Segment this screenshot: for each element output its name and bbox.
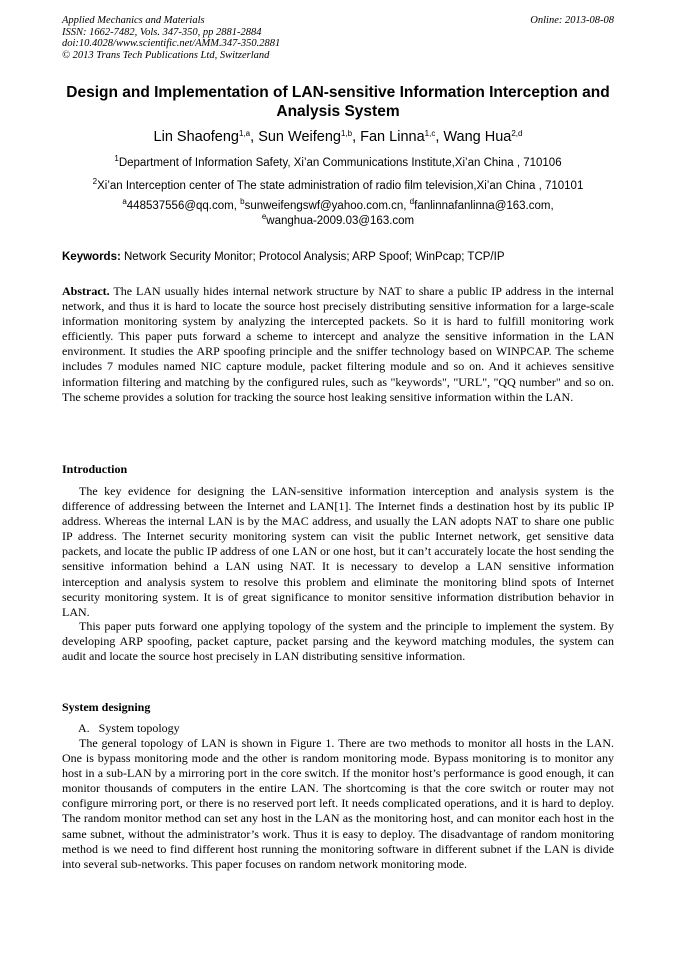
email-link[interactable]: 448537556@qq.com,	[126, 200, 241, 212]
journal-header	[62, 15, 614, 61]
online-date: Online: 2013-08-08	[530, 15, 614, 26]
abstract-text: The LAN usually hides internal network structure by NAT to share a public IP address in the internal network, and thus it is hard to locate the source host precisely distributing sensitive information for a large-scale information monitoring system by analyzing the intercepted packets. So it is hard to fulfill monitoring work efficiently. This paper puts forward a scheme to intercept and analyze the sensitive information in the LAN environment. It studies the ARP spoofing principle and the sniffer technology based on WINPCAP. The scheme includes 7 modules named NIC capture module, packet filtering module and so on. And it achieves sensitive information filtering and matching by the configured rules, such as "keywords", "URL", "QQ number" and so on. The scheme provides a solution for tracking the source host leaking sensitive information within the LAN.	[62, 284, 614, 404]
email-link[interactable]: fanlinnafanlinna@163.com,	[414, 200, 554, 212]
author-name: Sun Weifeng	[258, 129, 341, 145]
paragraph: The key evidence for designing the LAN-sensitive information interception and analysis system is the difference of addressing between the Internet and LAN[1]. The Internet finds a destination host by its public IP address. Whereas the internal LAN is by the MAC address, and usually the LAN adopts NAT to share one public IP address. The Internet security monitoring system can visit the public Internet network, get sensitive data packets, and locate the public IP address of one LAN or one host, but it can’t accurately locate the host sending the sensitive information behind a LAN using NAT. It is necessary to develop a LAN sensitive information interception and analysis system to resolve this problem and eliminate the monitoring blind spots of Internet security monitoring system. It is of great significance to monitor sensitive information distribution behavior in LAN.	[62, 484, 614, 619]
copyright-line: © 2013 Trans Tech Publications Ltd, Switzerland	[62, 49, 270, 61]
section-heading-system-designing: System designing	[62, 700, 151, 714]
author-sup: 1,b	[340, 129, 353, 138]
author-emails: $^a$448537556@qq.com, $^b$sunweifengswf@yahoo.com.cn, $^d$fanlinnafanlinna@163.com, $^e$wanghua-2009.03@163.com	[122, 197, 554, 227]
email-link[interactable]: sunweifengswf@yahoo.com.cn,	[244, 200, 410, 212]
email-link[interactable]: wanghua-2009.03@163.com	[266, 214, 415, 227]
author-name: Wang Hua	[443, 129, 512, 145]
abstract	[62, 284, 614, 405]
subsection-heading: A. System topology	[78, 721, 180, 735]
journal-name: Applied Mechanics and Materials	[62, 15, 205, 26]
paragraph: The general topology of LAN is shown in Figure 1. There are two methods to monitor all hosts in the LAN. One is bypass monitoring mode and the other is random monitoring mode. Bypass monitoring is to monitor any host in a sub-LAN by a mirroring port in the core switch. If the monitor host’s performance is good enough, it can monitor thousands of computers in the entire LAN. The shortcoming is that the core switch or router may not configure mirroring port, or there is no reserved port left. It needs complicated operations, and it is hard to deploy. The random monitor method can set any host in the LAN as the monitoring host, and can monitor each host in the same subnet, without the administrator’s work. Thus it is easy to deploy. The disadvantage of random monitoring method is we need to find different host running the monitoring software in different subnet if the LAN is divide into several sub-networks. This paper focuses on random network monitoring mode.	[62, 736, 614, 871]
author-sup: 2,d	[511, 129, 523, 138]
paper-title: Design and Implementation of LAN-sensitive Information Interception and Analysis System	[66, 84, 610, 120]
keywords-text: Network Security Monitor; Protocol Analysis; ARP Spoof; WinPcap; TCP/IP	[120, 251, 505, 263]
issn-line: ISSN: 1662-7482, Vols. 347-350, pp 2881-2884	[62, 26, 262, 38]
keywords	[62, 250, 614, 264]
abstract-label: Abstract.	[62, 284, 110, 298]
affiliation-2: $^2$Xi’an Interception center of The state administration of radio film television,Xi’an China , 710101	[92, 177, 584, 192]
keywords-label: Keywords:	[62, 251, 121, 263]
author-sup: 1,c	[424, 129, 436, 138]
author-name: Fan Linna	[360, 129, 425, 145]
author-list: Lin Shaofeng$^{1,a}$, Sun Weifeng$^{1,b}$, Fan Linna$^{1,c}$, Wang Hua$^{2,d}$	[153, 129, 523, 145]
author-name: Lin Shaofeng	[153, 129, 239, 145]
section-heading-introduction: Introduction	[62, 462, 128, 476]
affiliation-1: $^1$Department of Information Safety, Xi’an Communications Institute,Xi’an China , 710106	[114, 154, 562, 169]
paragraph: This paper puts forward one applying topology of the system and the principle to implement the system. By developing ARP spoofing, packet capture, packet parsing and the keyword matching modules, the system can audit and locate the source host precisely in LAN distributing sensitive information.	[62, 619, 614, 664]
author-sup: 1,a	[239, 129, 251, 138]
doi-line: doi:10.4028/www.scientific.net/AMM.347-350.2881	[62, 38, 281, 50]
